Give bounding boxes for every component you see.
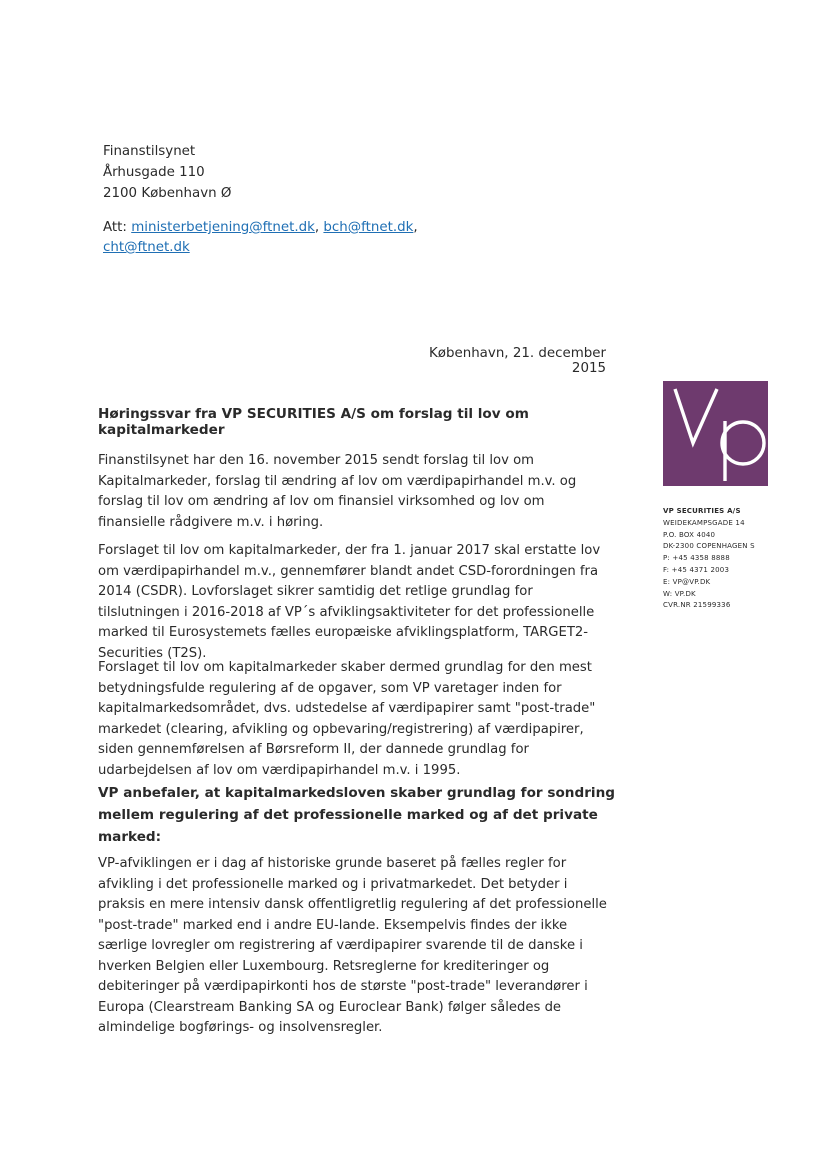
body-paragraph: Forslaget til lov om kapitalmarkeder skaber dermed grundlag for den mest betydningsfulde regulering af de opgaver, som VP varetager inden for kapitalmarkedsområdet, dvs. udstedelse af værdipapirer samt "post-trade" markedet (clearing, afvikling og opbevaring/registrering) af værdipapirer, siden gennemførelsen af Børsreform II, der dannede grundlag for udarbejdelsen af lov om værdipapirhandel m.v. i 1995.	[98, 660, 596, 778]
letter-date: København, 21. december 2015	[429, 346, 606, 376]
company-web: W: VP.DK	[663, 589, 696, 598]
attention-line	[103, 218, 418, 258]
company-info	[663, 506, 755, 612]
vp-logo-mark	[663, 381, 768, 486]
company-street: WEIDEKAMPSGADE 14	[663, 518, 745, 527]
company-name: VP SECURITIES A/S	[663, 507, 741, 515]
company-fax: F: +45 4371 2003	[663, 565, 730, 574]
body-paragraph: Forslaget til lov om kapitalmarkeder, der fra 1. januar 2017 skal erstatte lov om værdipapirhandel m.v., gennemfører blandt andet CSD-forordningen fra 2014 (CSDR). Lovforslaget sikrer samtidig det retlige grundlag for tilslutningen i 2016-2018 af VP´s afviklingsaktiviteter for det professionelle marked til Eurosystemets fælles europæiske afviklingsplatform, TARGET2-Securities (T2S).	[98, 543, 601, 661]
recipient-address	[103, 141, 231, 204]
body-paragraph: Finanstilsynet har den 16. november 2015 sendt forslag til lov om Kapitalmarkeder, forslag til ændring af lov om værdipapirhandel m.v. og forslag til lov om ændring af lov om finansiel virksomhed og lov om finansielle rådgivere m.v. i høring.	[98, 453, 577, 530]
company-email: E: VP@VP.DK	[663, 577, 711, 586]
att-label: Att:	[103, 220, 132, 235]
recipient-street: Århusgade 110	[103, 165, 205, 180]
recipient-name: Finanstilsynet	[103, 144, 196, 159]
company-phone: P: +45 4358 8888	[663, 554, 730, 563]
email-link-bch[interactable]: bch@ftnet.dk	[323, 220, 414, 235]
recipient-city: 2100 København Ø	[103, 186, 232, 201]
body-paragraph: VP-afviklingen er i dag af historiske grunde baseret på fælles regler for afvikling i det professionelle marked og i privatmarkedet. Det betyder i praksis en mere intensiv dansk offentligretlig regulering af det professionelle "post-trade" marked end i andre EU-lande. Eksempelvis findes der ikke særlige lovregler om registrering af værdipapirer svarende til de danske i hverken Belgien eller Luxembourg. Retsreglerne for krediteringer og debiteringer på værdipapirkonti hos de største "post-trade" leverandører i Europa (Clearstream Banking SA og Euroclear Bank) følger således de almindelige bogførings- og insolvensregler.	[98, 856, 607, 1035]
letter-heading: Høringssvar fra VP SECURITIES A/S om forslag til lov om kapitalmarkeder	[98, 406, 529, 438]
company-cvr: CVR.NR 21599336	[663, 601, 731, 610]
email-link-ministerbetjening[interactable]: ministerbetjening@ftnet.dk	[131, 220, 315, 235]
section-heading: VP anbefaler, at kapitalmarkedsloven skaber grundlag for sondring mellem regulering af det professionelle marked og af det private marked:	[98, 785, 615, 845]
company-box: P.O. BOX 4040	[663, 530, 716, 539]
vp-logo	[663, 381, 768, 486]
company-city: DK-2300 COPENHAGEN S	[663, 542, 755, 551]
att-separator: ,	[413, 220, 418, 235]
att-separator: ,	[314, 220, 324, 235]
email-link-cht[interactable]: cht@ftnet.dk	[103, 240, 190, 255]
